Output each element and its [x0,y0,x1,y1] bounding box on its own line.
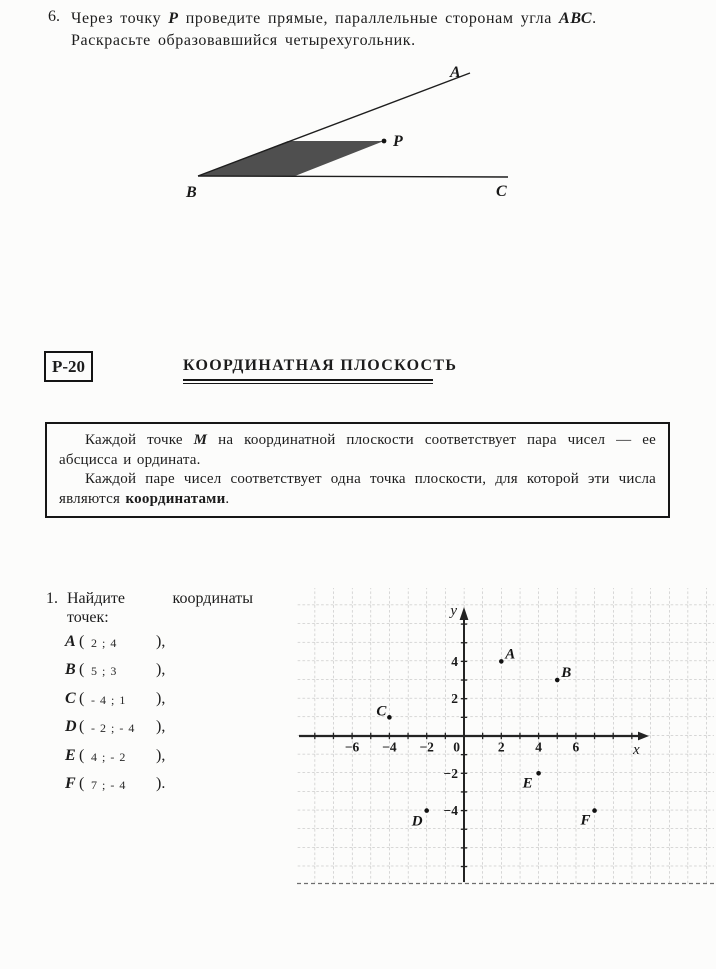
point-letter: E [65,746,76,764]
problem1-prompt-word1: Найдите [67,590,126,607]
x-tick-label: −4 [382,739,397,755]
plotted-point-dot [499,659,504,664]
definition-point-m: М [193,432,208,448]
point-letter: F [65,774,76,792]
open-paren: ( [79,774,85,792]
plotted-point-label: D [411,813,423,830]
definition-box [45,422,670,518]
point-coordinates-value: 2 ; 4 [91,636,118,650]
definition-paragraph-1 [59,431,656,470]
y-tick-label: 4 [451,653,458,669]
x-tick-label: −2 [419,739,434,755]
point-answer-row [65,775,185,803]
point-answer-row [65,690,185,718]
definition-p2-part1: Каждой паре чисел соответствует одна точка плоскости, для которой эти числа являются [59,471,656,507]
point-letter: C [65,689,76,707]
x-tick-label: 0 [453,739,460,755]
problem1-prompt [67,590,253,627]
problem6-text-part2: проведите прямые, параллельные сторонам угла [178,10,560,27]
problem6 [48,8,679,51]
plotted-point-label: F [580,812,591,829]
figure-label-p: P [393,133,403,150]
point-answer-row [65,633,185,661]
problem6-line2: Раскрасьте образовавшийся четырехугольник. [71,31,416,49]
plotted-point-label: A [505,646,516,663]
close-paren: ), [156,689,166,707]
point-coordinates-value: - 4 ; 1 [91,692,127,707]
figure-label-a: A [450,64,461,81]
figure-label-b: B [186,184,197,201]
open-paren: ( [79,633,85,650]
y-axis-label: y [450,603,457,619]
problem1-header [46,590,253,627]
problem6-point-p: Р [168,10,179,27]
problem6-text [71,8,679,51]
close-paren: ), [156,746,166,764]
figure6-angle-diagram [120,58,520,206]
open-paren: ( [79,746,85,764]
point-answer-row [65,661,185,689]
problem1-number: 1. [46,590,58,607]
x-tick-label: 4 [535,739,542,755]
y-tick-label: −4 [443,803,458,819]
plotted-point-label: C [376,703,387,720]
open-paren: ( [79,689,85,707]
close-paren: ), [156,633,166,650]
x-axis-label: x [633,742,640,758]
worksheet-code: Р-20 [51,356,86,376]
plotted-point-dot [536,771,541,776]
definition-p1-part1: Каждой точке [85,432,194,448]
section-title: КООРДИНАТНАЯ ПЛОСКОСТЬ [183,357,458,374]
problem1-prompt-word2: координаты [172,590,253,607]
point-letter: D [65,718,77,736]
point-letter: A [65,633,76,650]
definition-term-coordinates: координатами [125,490,226,507]
problem6-text-part3: . [592,10,597,27]
definition-p1-part2: на координатной плоскости соответствует пара чисел — ее абсцисса и ордината. [59,432,656,468]
problem1-point-list [65,633,185,803]
point-answer-row [65,718,185,746]
coordinate-plane [296,586,716,886]
problem1-prompt-line1 [67,590,253,608]
worksheet-code-box [44,351,93,382]
point-coordinates-value: - 2 ; - 4 [91,721,136,736]
close-paren: ). [156,774,166,792]
problem6-number: 6. [48,8,60,25]
open-paren: ( [79,718,85,736]
ray-bc [198,176,508,177]
plotted-point-label: E [522,775,533,792]
figure-label-c: C [496,183,507,200]
definition-p2-part3: . [225,490,230,507]
section-title-block [183,357,458,384]
point-coordinates-value: 4 ; - 2 [91,749,127,764]
point-letter: B [65,661,76,679]
shaded-parallelogram [198,141,384,176]
plotted-point-dot [424,808,429,813]
point-coordinates-value: 7 ; - 4 [91,777,127,792]
close-paren: ), [156,718,166,736]
title-underline-thick [183,379,433,381]
x-tick-label: 6 [572,739,580,755]
problem6-angle-abc: АВС [559,10,593,27]
y-tick-label: 2 [451,691,458,707]
close-paren: ), [156,661,166,679]
open-paren: ( [79,661,85,679]
point-coordinates-value: 5 ; 3 [91,664,118,679]
x-tick-label: 2 [497,739,505,755]
definition-paragraph-2 [59,470,656,509]
x-tick-label: −6 [344,739,360,755]
plotted-point-label: B [561,665,572,682]
point-p-dot [382,139,387,144]
plotted-point-dot [387,715,392,720]
title-underline-thin [183,383,433,384]
problem6-text-part1: Через точку [71,10,169,27]
point-answer-row [65,747,185,775]
problem1-prompt-line2: точек: [67,609,109,626]
plotted-point-dot [592,808,597,813]
y-tick-label: −2 [443,765,458,781]
plotted-point-dot [555,678,560,683]
